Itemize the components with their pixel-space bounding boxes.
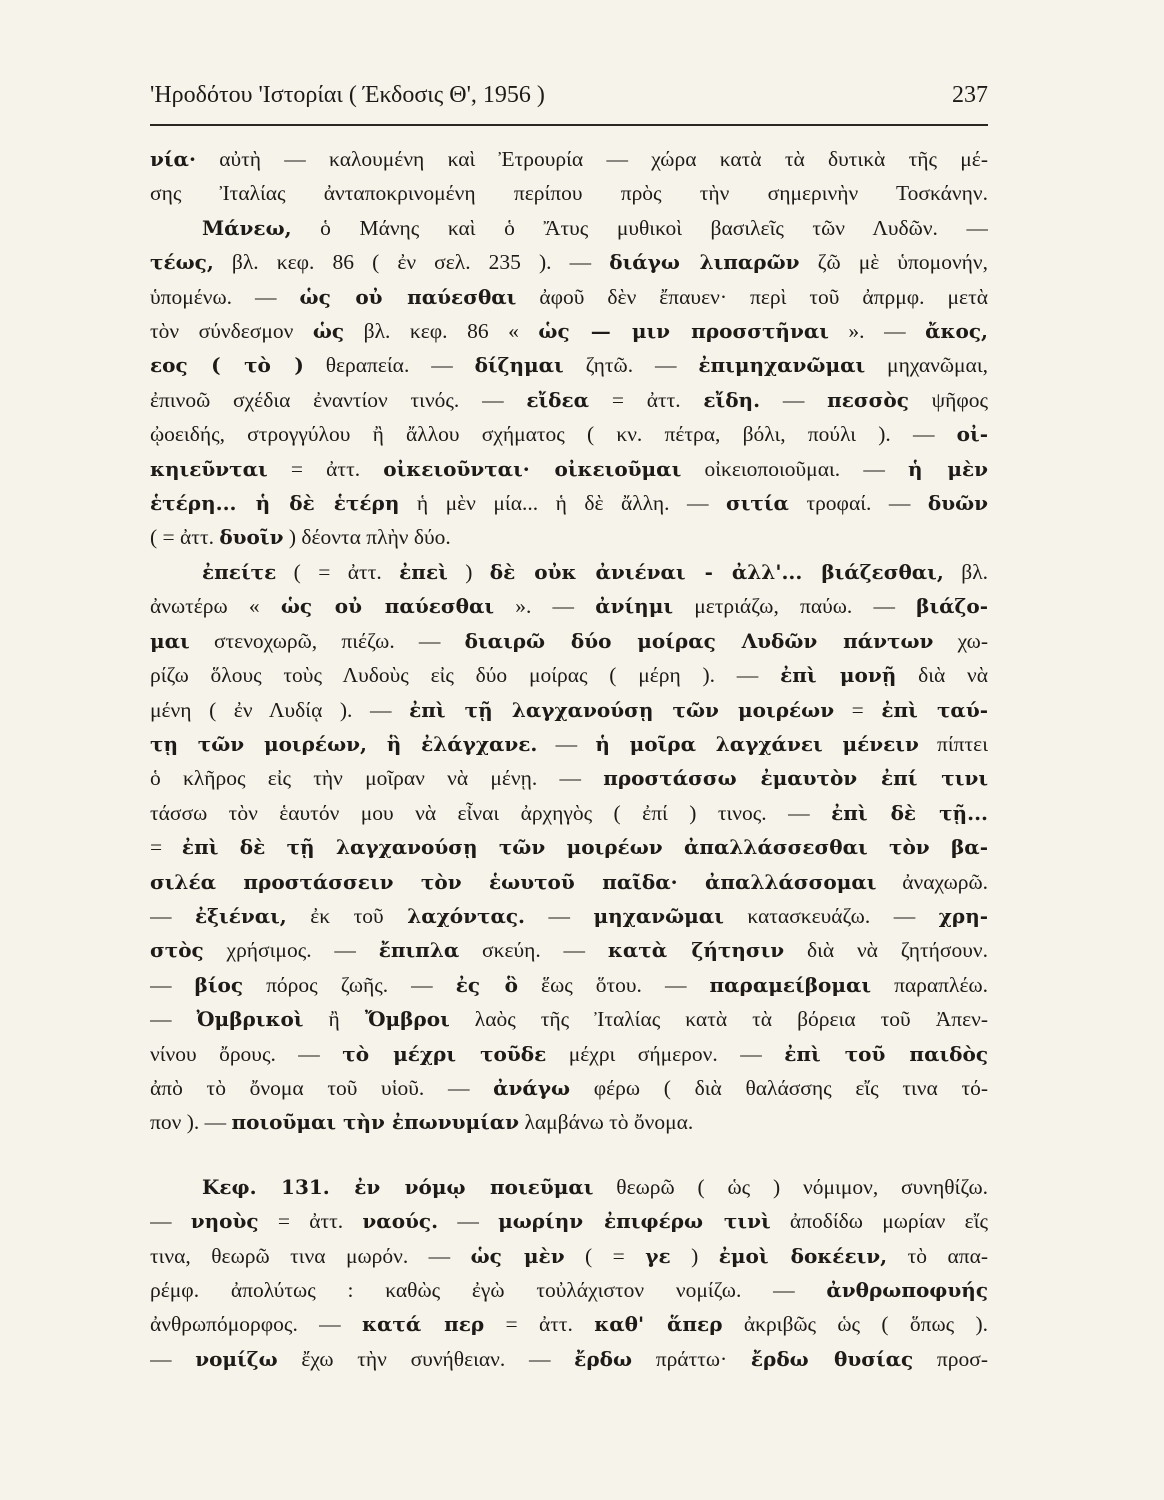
gloss: παραπλέω. [871,972,988,997]
gloss: θεραπεία. — [303,353,475,378]
gloss: ) [447,559,490,584]
gloss: τινα, θεωρῶ τινα μωρόν. — [150,1243,471,1268]
gloss: προσ- [913,1346,988,1371]
lemma: βίος [194,972,244,997]
gloss: ( = [564,1243,646,1268]
lemma: νία· [150,147,196,171]
lemma: στὸς [150,938,204,963]
text-line [150,589,988,623]
gloss: — [438,1209,499,1234]
lemma: ὡς οὐ παύεσθαι [299,284,517,309]
lemma: δίζημαι [474,353,564,378]
gloss: = ἀττ. [267,456,384,481]
lemma: ἐμοὶ δοκέειν, [718,1243,888,1268]
text-line [150,486,988,520]
lemma: ἐπὶ ταύ- [881,697,988,722]
gloss: μηχανῶμαι, [865,353,988,378]
gloss: — [150,1209,191,1234]
gloss: μετριάζω, παύω. — [673,594,917,619]
gloss: φέρω ( διὰ θαλάσσης εἴς τινα τό- [570,1075,988,1100]
header-title: 'Ηροδότου 'Ιστορίαι ( Έκδοσις Θ', 1956 ) [150,82,545,108]
text-line [150,968,988,1002]
lemma: ἀνθρωποφυής [826,1278,988,1302]
gloss: χω- [933,628,988,653]
gloss: μένη ( ἐν Λυδίᾳ ). — [150,697,410,722]
gloss: ». — [828,319,926,344]
gloss: ᾠοειδής, στρογγύλου ἢ ἄλλου σχήματος ( κν. πέτρα, βόλι, πούλι ). — [150,422,957,447]
lemma: Ὀμβρικοὶ [196,1007,304,1032]
lemma: ὡς μὲν [470,1243,565,1268]
text-line [150,693,988,727]
lemma: ὡς — μιν προσστῆναι [538,319,829,344]
lemma: κατά περ [361,1312,485,1337]
lemma: ναούς. [362,1209,439,1234]
text-line [150,1342,988,1376]
text-line [150,348,988,382]
gloss: ὑπομένω. — [150,284,300,309]
gloss: ὁ κλῆρος εἰς τὴν μοῖραν νὰ μένῃ. — [150,766,604,791]
header-rule [150,124,988,126]
text-line [150,761,988,795]
gloss: τροφαί. — [788,491,928,516]
gloss: πόρος ζωῆς. — [243,972,456,997]
text-line [150,865,988,899]
lemma: δὲ οὐκ ἀνιέναι - ἀλλ'... βιάζεσθαι, [489,559,944,584]
text-line [150,830,988,864]
lemma: σιτία [726,491,789,516]
text-line [150,520,988,554]
lemma: καθ' ἅπερ [594,1312,723,1337]
gloss: = [834,697,882,722]
gloss: τὸ απα- [887,1243,988,1268]
gloss: ζητῶ. — [563,353,699,378]
text-line [150,624,988,658]
gloss: ψῆφος [908,387,988,412]
gloss: ἐκ τοῦ [286,903,408,928]
gloss: = ἀττ. [258,1209,363,1234]
gloss: ρέμφ. ἀπολύτως : καθὼς ἐγὼ τοὐλάχιστον νομίζω. — [150,1278,827,1302]
gloss: ) [670,1243,719,1268]
gloss: πράττω· [632,1346,751,1371]
gloss: λαμβάνω τὸ ὄνομα. [519,1110,694,1135]
lemma: εἴδη. [703,387,761,412]
gloss: ἔχω τὴν συνήθειαν. — [277,1346,575,1371]
gloss: ) δέοντα πλὴν δύο. [283,525,451,550]
gloss: ρίζω ὅλους τοὺς Λυδοὺς εἰς δύο μοίρας ( μέρη ). — [150,663,781,688]
lemma: χρη- [938,903,988,928]
lemma: εος ( τὸ ) [150,353,304,378]
gloss: — [760,387,828,412]
lemma: ἐς ὃ [455,972,518,997]
lemma: ὡς [312,319,345,344]
lemma: παραμείβομαι [709,972,872,997]
lemma: ἔρδω θυσίας [750,1346,914,1371]
lemma: εἴδεα [526,387,590,412]
lemma: μηχανῶμαι [593,903,724,928]
text-line [150,796,988,830]
lemma: Μάνεω, [202,215,292,240]
lemma: ἐπεὶ [399,559,448,584]
paragraph-gap [150,1140,988,1170]
gloss: — [150,903,196,928]
gloss: βλ. κεφ. 86 « [344,319,539,344]
gloss: = ἀττ. [484,1312,595,1337]
lemma: ἐπὶ μονῇ [780,663,897,688]
text-line [150,1307,988,1341]
lemma: σιλέα προστάσσειν τὸν ἑωυτοῦ παῖδα· ἀπαλλάσσομαι [150,869,877,894]
lemma: δυῶν [927,491,988,516]
gloss: ἀκριβῶς ὡς ( ὅπως ). [722,1312,988,1337]
text-line [150,727,988,761]
gloss: πον ). — [150,1110,232,1135]
lemma: πεσσὸς [827,387,909,412]
lemma: ἑτέρη... ἡ δὲ ἑτέρη [150,491,400,516]
text-line [150,383,988,417]
text-line [150,899,988,933]
lemma: ἐπὶ τοῦ παιδὸς [784,1041,988,1066]
text-line [150,142,988,176]
lemma: βιάζο- [916,594,988,619]
gloss: ». — [494,594,596,619]
gloss: λαὸς τῆς Ἰταλίας κατὰ τὰ βόρεια τοῦ Ἀπεν- [449,1007,988,1032]
lemma: ἀνίημι [595,594,674,619]
gloss: — [150,972,195,997]
lemma: ἐξιέναι, [195,903,287,928]
lemma: ἔρδω [574,1346,633,1371]
gloss: ( = ἀττ. [150,525,220,550]
gloss: ἕως ὅτου. — [518,972,710,997]
text-line [150,245,988,279]
lemma: δυοῖν [219,525,284,550]
gloss: διὰ νὰ ζητήσουν. [784,938,988,963]
lemma: Κεφ. 131. ἐν νόμῳ ποιεῦμαι [202,1174,594,1199]
lemma: ποιοῦμαι τὴν ἐπωνυμίαν [231,1110,520,1135]
text-line [150,1105,988,1139]
lemma: Ὄμβροι [364,1007,450,1032]
lemma: ἐπείτε [202,559,277,584]
lemma: ἐπὶ δὲ τῇ... [831,800,988,825]
lemma: ὡς οὐ παύεσθαι [280,594,495,619]
lemma: κατὰ ζήτησιν [607,938,785,963]
gloss: — [150,1346,196,1371]
lemma: ἡ μὲν [908,456,988,481]
gloss: ἀναχωρῶ. [876,869,988,894]
gloss: — [537,731,596,756]
gloss: πίπτει [918,731,988,756]
text-line [150,314,988,348]
text-line [150,1170,988,1204]
gloss: στενοχωρῶ, πιέζω. — [189,628,465,653]
lemma: οἰ- [956,422,988,447]
text-line [150,211,988,245]
text-line [150,1239,988,1273]
gloss: κατασκευάζω. — [723,903,939,928]
gloss: μέχρι σήμερον. — [546,1041,785,1066]
gloss: χρήσιμος. — [203,938,379,963]
gloss: θεωρῶ ( ὡς ) νόμιμον, συνηθίζω. [593,1174,988,1199]
text-line [150,1071,988,1105]
gloss: ἀποδίδω μωρίαν εἴς [770,1209,988,1234]
text-line [150,417,988,451]
text-line [150,933,988,967]
gloss: = ἀττ. [589,387,704,412]
lemma: οἰκειοῦνται· οἰκειοῦμαι [383,456,682,481]
gloss: ἡ μὲν μία... ἡ δὲ ἄλλη. — [399,491,726,516]
gloss: ( = ἀττ. [276,559,400,584]
gloss: ἢ [303,1007,365,1032]
lemma: τῃ τῶν μοιρέων, ἣ ἐλάγχανε. [150,731,538,756]
lemma: νηοὺς [190,1209,259,1234]
lemma: τέως, [150,250,214,275]
gloss: ἀφοῦ δὲν ἔπαυεν· περὶ τοῦ ἀπρμφ. μετὰ [516,284,988,309]
lemma: ἡ μοῖρα λαγχάνει μένειν [595,731,919,756]
gloss: ἐπινοῶ σχέδια ἐναντίον τινός. — [150,387,527,412]
gloss: ὁ Μάνης καὶ ὁ Ἄτυς μυθικοὶ βασιλεῖς τῶν Λυδῶν. — [291,215,988,240]
gloss: βλ. [943,559,988,584]
lemma: διαιρῶ δύο μοίρας Λυδῶν πάντων [464,628,934,653]
lemma: κηιεῦνται [150,456,268,481]
gloss: βλ. κεφ. 86 ( ἐν σελ. 235 ). — [213,250,610,275]
commentary-text [150,142,988,1376]
lemma: μωρίην ἐπιφέρω τινὶ [498,1209,771,1234]
gloss: σκεύη. — [459,938,608,963]
text-line [150,1002,988,1036]
gloss: οἰκειοποιοῦμαι. — [681,456,909,481]
lemma: ἐπὶ τῇ λαγχανούσῃ τῶν μοιρέων [409,697,835,722]
lemma: διάγω λιπαρῶν [609,250,800,275]
running-header [150,82,988,109]
lemma: προστάσσω ἐμαυτὸν ἐπί τινι [603,766,988,791]
lemma: γε [645,1243,671,1268]
text-line [150,1204,988,1238]
lemma: ἐπιμηχανῶμαι [698,353,866,378]
gloss: = [150,835,182,860]
text-line [150,176,988,210]
gloss: νίνου ὄρους. — [150,1041,343,1066]
gloss: τάσσω τὸν ἑαυτόν μου νὰ εἶναι ἀρχηγὸς ( ἐπί ) τινος. — [150,800,832,825]
gloss: — [150,1007,197,1032]
gloss: ζῶ μὲ ὑπομονήν, [799,250,988,275]
lemma: ἄκος, [925,319,988,344]
lemma: τὸ μέχρι τοῦδε [342,1041,547,1066]
lemma: νομίζω [195,1346,278,1371]
gloss: τὸν σύνδεσμον [150,319,313,344]
text-line [150,280,988,314]
gloss: σης Ἰταλίας ἀνταποκρινομένη περίπου πρὸς τὴν σημερινὴν Τοσκάνην. [150,181,988,206]
text-line [150,555,988,589]
gloss: αὐτὴ — καλουμένη καὶ Ἐτρουρία — χώρα κατὰ τὰ δυτικὰ τῆς μέ- [195,147,988,171]
gloss: ἀπὸ τὸ ὄνομα τοῦ υἱοῦ. — [150,1075,494,1100]
lemma: ἔπιπλα [378,938,460,963]
page-number: 237 [952,82,988,108]
lemma: ἐπὶ δὲ τῇ λαγχανούσῃ τῶν μοιρέων ἀπαλλάσσεσθαι τὸν βα- [181,835,988,860]
text-line [150,452,988,486]
lemma: μαι [150,628,190,653]
text-line [150,658,988,692]
gloss: ἀνωτέρω « [150,594,281,619]
lemma: ἀνάγω [493,1075,571,1100]
text-line [150,1273,988,1307]
text-line [150,1037,988,1071]
gloss: — [524,903,594,928]
lemma: λαχόντας. [407,903,525,928]
gloss: διὰ νὰ [896,663,988,688]
gloss: ἀνθρωπόμορφος. — [150,1312,362,1337]
